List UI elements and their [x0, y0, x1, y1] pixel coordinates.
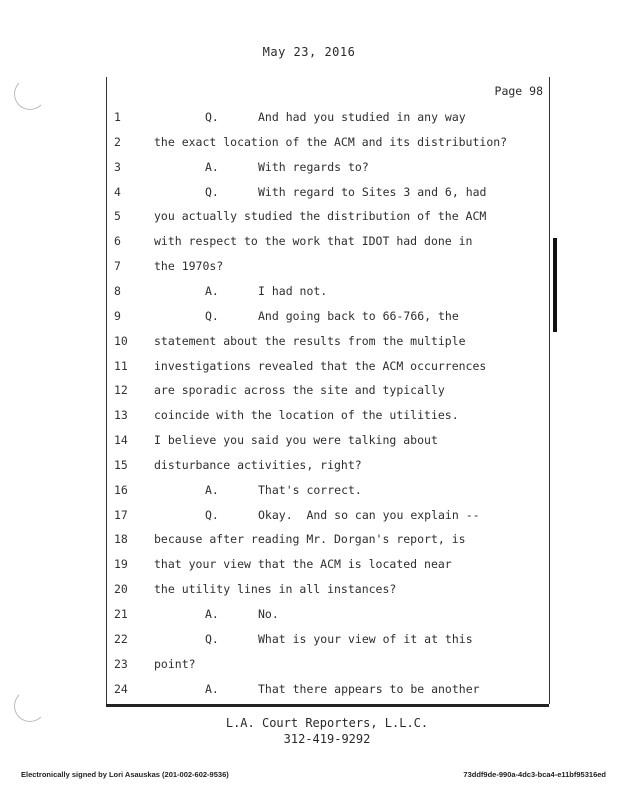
line-number: 4	[114, 184, 121, 199]
speaker-label: Q.	[205, 184, 219, 199]
line-text: With regards to?	[258, 159, 369, 174]
line-text: the exact location of the ACM and its distribution?	[154, 134, 508, 149]
line-text: That there appears to be another	[258, 681, 480, 696]
line-number: 21	[114, 607, 128, 621]
line-text: With regard to Sites 3 and 6, had	[258, 184, 487, 199]
line-text: are sporadic across the site and typically	[154, 383, 445, 398]
page-number: Page 98	[494, 84, 543, 98]
speaker-label: Q.	[205, 308, 219, 323]
line-number: 19	[114, 557, 128, 572]
margin-bar	[553, 238, 557, 332]
line-text: you actually studied the distribution of the ACM	[154, 209, 487, 224]
line-number: 18	[114, 532, 128, 547]
line-number: 1	[114, 110, 121, 124]
line-number: 2	[114, 134, 121, 149]
line-number: 10	[114, 333, 128, 348]
line-number: 9	[114, 308, 121, 323]
speaker-label: A.	[205, 681, 219, 696]
line-text: I believe you said you were talking about	[154, 433, 438, 448]
line-number: 13	[114, 408, 128, 423]
speaker-label: A.	[205, 283, 219, 298]
line-text: What is your view of it at this	[258, 631, 473, 646]
line-number: 15	[114, 457, 128, 472]
court-reporter-name: L.A. Court Reporters, L.L.C.	[225, 716, 429, 730]
line-number: 12	[114, 383, 128, 398]
transcript-date: May 23, 2016	[262, 45, 356, 59]
speaker-label: Q.	[205, 631, 219, 646]
speaker-label: Q.	[205, 110, 219, 124]
frame-bottom-rule	[106, 704, 549, 707]
line-number: 5	[114, 209, 121, 224]
line-number: 23	[114, 656, 128, 671]
line-number: 8	[114, 283, 121, 298]
speaker-label: A.	[205, 607, 219, 621]
line-text: point?	[154, 656, 196, 671]
line-number: 7	[114, 259, 121, 274]
document-hash: 73ddf9de-990a-4dc3-bca4-e11bf95316ed	[463, 770, 606, 779]
line-text: And going back to 66-766, the	[258, 308, 459, 323]
line-number: 24	[114, 681, 128, 696]
line-text: coincide with the location of the utilities.	[154, 408, 459, 423]
speaker-label: A.	[205, 482, 219, 497]
line-number: 6	[114, 234, 121, 249]
line-number: 22	[114, 631, 128, 646]
line-text: because after reading Mr. Dorgan's report, is	[154, 532, 466, 547]
line-number: 14	[114, 433, 128, 448]
line-text: No.	[258, 607, 279, 621]
line-text: I had not.	[258, 283, 328, 298]
line-text: the utility lines in all instances?	[154, 582, 397, 597]
line-text: Okay. And so can you explain --	[258, 507, 480, 522]
electronic-signature: Electronically signed by Lori Asauskas (201-002-602-9536)	[21, 770, 229, 779]
line-text: with respect to the work that IDOT had done in	[154, 234, 473, 249]
line-number: 17	[114, 507, 128, 522]
court-reporter-phone: 312-419-9292	[283, 732, 371, 746]
line-number: 16	[114, 482, 128, 497]
line-number: 3	[114, 159, 121, 174]
line-number: 11	[114, 358, 128, 373]
line-number: 20	[114, 582, 128, 597]
speaker-label: A.	[205, 159, 219, 174]
line-text: disturbance activities, right?	[154, 457, 362, 472]
punch-hole	[14, 78, 46, 110]
line-text: And had you studied in any way	[258, 110, 466, 124]
line-text: the 1970s?	[154, 259, 224, 274]
line-text: that your view that the ACM is located near	[154, 557, 452, 572]
line-text: statement about the results from the multiple	[154, 333, 466, 348]
line-text: investigations revealed that the ACM occurrences	[154, 358, 487, 373]
speaker-label: Q.	[205, 507, 219, 522]
line-text: That's correct.	[258, 482, 362, 497]
